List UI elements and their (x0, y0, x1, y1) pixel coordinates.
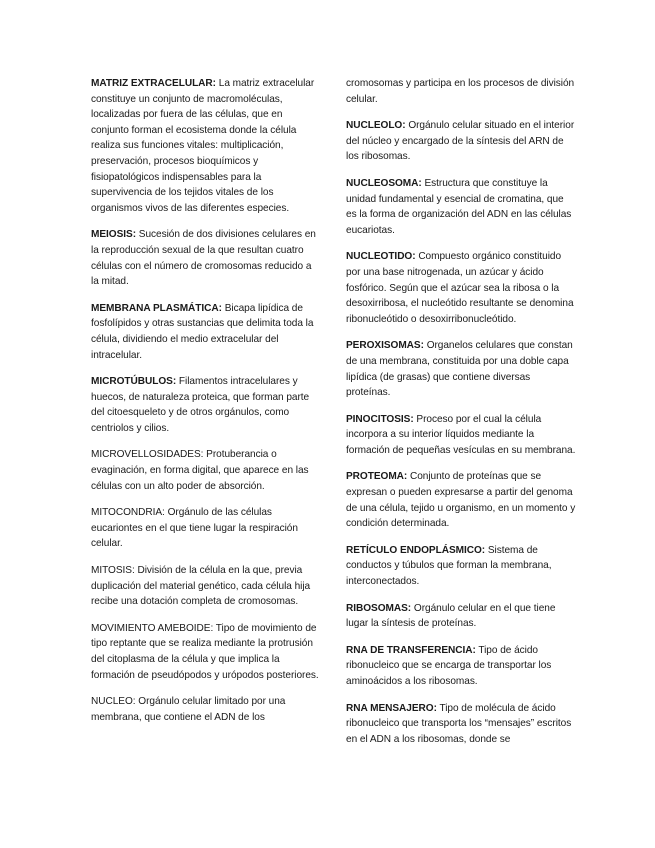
glossary-definition: Filamentos intracelulares y huecos, de naturaleza proteica, que forman parte del citoesqueleto y de otros orgánulos, como centriolos y cilios. (91, 376, 310, 434)
glossary-entry (346, 701, 576, 748)
glossary-entry (346, 249, 576, 327)
glossary-entry (91, 694, 321, 725)
glossary-term: NUCLEOSOMA: (346, 177, 422, 189)
glossary-term: NUCLEOTIDO: (346, 251, 416, 263)
glossary-definition: Compuesto orgánico constituido por una base nitrogenada, un azúcar y ácido fosfórico. Según que el azúcar sea la ribosa o la desoxirribosa, el nucleótido resultante se denomina ribonucleótido o desoxirribonucleótido. (346, 251, 574, 325)
glossary-term: MATRIZ EXTRACELULAR: (91, 78, 216, 89)
glossary-definition: Proceso por el cual la célula incorpora a su interior líquidos mediante la formación de pequeñas vesículas en su membrana. (346, 413, 576, 456)
glossary-term: MICROVELLOSIDADES: (91, 449, 204, 461)
glossary-entry (91, 301, 321, 363)
glossary-entry (91, 563, 321, 610)
glossary-entry (346, 643, 576, 690)
glossary-definition: Sistema de conductos y túbulos que forman la membrana, interconectados. (346, 544, 552, 588)
glossary-term: PINOCITOSIS: (346, 413, 414, 425)
glossary-entry (346, 601, 576, 632)
glossary-definition: Protuberancia o evaginación, en forma digital, que aparece en las células con un alto poder de absorción. (91, 449, 309, 492)
right-column (346, 76, 576, 758)
glossary-term: RETÍCULO ENDOPLÁSMICO: (346, 544, 486, 556)
glossary-term: MEIOSIS: (91, 229, 137, 241)
glossary-definition: Tipo de movimiento de tipo reptante que se realiza mediante la protrusión del citoplasma de la célula y que implica la formación de pseudópodos y urópodos posteriores. (91, 622, 319, 681)
glossary-definition: La matriz extracelular constituye un conjunto de macromoléculas, localizadas por fuera de las células, que en conjunto forman el ecosistema donde la célula realiza sus funciones vitales: multiplicación, preservación, procesos bioquímicos y fisiopatológicos indispensables para la supervivencia de los tejidos vitales de los organismos vivos de las diferentes especies. (91, 78, 315, 214)
glossary-definition: Organelos celulares que constan de una membrana, constituida por una doble capa lipídica (de grasas) que contiene diversas proteínas. (346, 340, 573, 399)
glossary-term: MICROTÚBULOS: (91, 376, 177, 388)
glossary-term: MITOCONDRIA: (91, 507, 165, 519)
glossary-entry (91, 621, 321, 683)
glossary-entry (346, 543, 576, 590)
glossary-term: RIBOSOMAS: (346, 602, 412, 614)
glossary-definition: Tipo de ácido ribonucleico que se encarga de transportar los aminoácidos a los ribosomas. (346, 644, 552, 687)
glossary-entry (346, 469, 576, 531)
glossary-term: PEROXISOMAS: (346, 340, 424, 352)
glossary-term: PROTEOMA: (346, 471, 408, 483)
glossary-entry (346, 176, 576, 238)
glossary-entry (91, 447, 321, 494)
glossary-term: MEMBRANA PLASMÁTICA: (91, 302, 222, 314)
glossary-definition: Orgánulo de las células eucariontes en el que tiene lugar la respiración celular. (91, 507, 298, 550)
glossary-definition: Estructura que constituye la unidad fundamental y esencial de cromatina, que es la forma de organización del ADN en las células eucariotas. (346, 177, 572, 236)
glossary-term: MITOSIS: (91, 565, 135, 577)
glossary-term: NUCLEO: (91, 696, 136, 708)
glossary-term: MOVIMIENTO AMEBOIDE: (91, 622, 214, 634)
glossary-entry (346, 338, 576, 400)
glossary-term: RNA MENSAJERO: (346, 702, 437, 714)
glossary-definition: Orgánulo celular en el que tiene lugar la síntesis de proteínas. (346, 602, 556, 630)
glossary-entry (91, 374, 321, 436)
glossary-definition: Tipo de molécula de ácido ribonucleico que transporta los “mensajes” escritos en el ADN a los ribosomas, donde se (346, 702, 572, 745)
left-column (91, 76, 321, 736)
glossary-definition: Bicapa lipídica de fosfolípidos y otras sustancias que delimita toda la célula, dividiendo el medio extracelular del intracelular. (91, 302, 314, 361)
glossary-definition: Sucesión de dos divisiones celulares en la reproducción sexual de la que resultan cuatro células con el número de cromosomas reducido a la mitad. (91, 229, 316, 288)
glossary-definition: Orgánulo celular situado en el interior del núcleo y encargado de la síntesis del ARN de los ribosomas. (346, 120, 575, 163)
glossary-definition: Orgánulo celular limitado por una membrana, que contiene el ADN de los (91, 696, 286, 723)
glossary-entry (91, 227, 321, 289)
glossary-entry (91, 76, 321, 216)
glossary-entry (346, 412, 576, 459)
glossary-entry (91, 505, 321, 552)
glossary-term: NUCLEOLO: (346, 120, 406, 132)
glossary-entry (346, 118, 576, 165)
glossary-definition: Conjunto de proteínas que se expresan o pueden expresarse a partir del genoma de una célula, tejido u organismo, en un momento y condición determinada. (346, 471, 576, 530)
glossary-term: RNA DE TRANSFERENCIA: (346, 644, 476, 656)
continuation-text: cromosomas y participa en los procesos de división celular. (346, 78, 575, 105)
glossary-definition: División de la célula en la que, previa duplicación del material genético, cada célula hija recibe una dotación completa de cromosomas. (91, 565, 311, 608)
